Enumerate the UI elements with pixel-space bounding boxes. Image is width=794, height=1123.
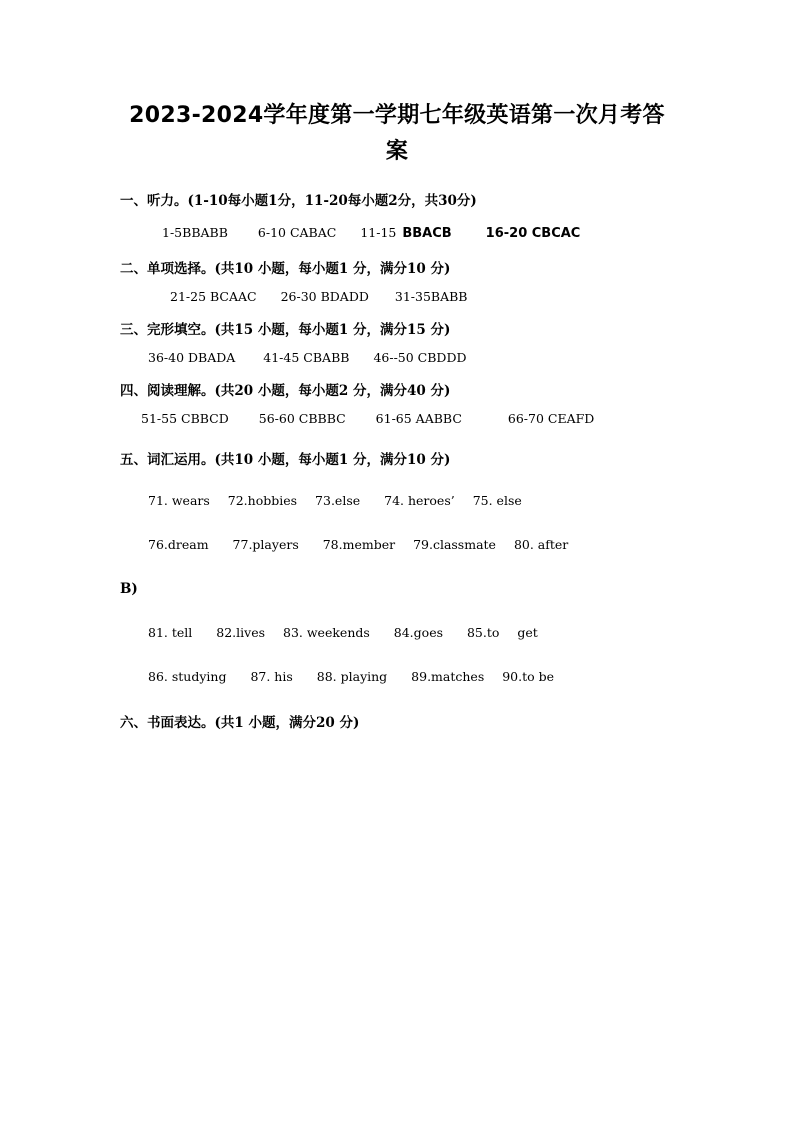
answer-group-11-15-label: 11-15 [360, 225, 397, 240]
answer-89: 89.matches [411, 669, 485, 684]
answer-group-51-55: 51-55 CBBCD [141, 411, 229, 426]
answer-group-16-20: 16-20 CBCAC [485, 226, 581, 241]
answer-77: 77.players [232, 537, 299, 552]
section-4-answers [141, 411, 594, 426]
answer-85: 85.to [466, 625, 500, 640]
section-4-heading: 四、阅读理解。(共20 小题，每小题2 分，满分40 分) [120, 383, 451, 399]
section-2-answers [170, 289, 468, 304]
answer-group-61-65: 61-65 AABBC [375, 411, 462, 426]
answer-group-6-10: 6-10 CABAC [257, 225, 337, 240]
answer-group-56-60: 56-60 CBBBC [258, 411, 346, 426]
section-3-answers [148, 350, 467, 365]
answer-74: 74. heroes’ [384, 493, 455, 508]
answer-79: 79.classmate [413, 537, 496, 552]
answer-88: 88. playing [316, 669, 388, 684]
page-title-line-2: 案 [385, 139, 409, 164]
section-5-row-2 [148, 537, 568, 552]
answer-82: 82.lives [216, 625, 266, 640]
answer-90: 90.to be [502, 669, 555, 684]
answer-group-1-5: 1-5BBABB [162, 225, 228, 240]
answer-75: 75. else [472, 493, 522, 508]
answer-group-66-70: 66-70 CEAFD [507, 411, 595, 426]
section-3-heading: 三、完形填空。(共15 小题，每小题1 分，满分15 分) [120, 322, 451, 338]
answer-86: 86. studying [148, 669, 227, 684]
answer-group-11-15-value: BBACB [402, 226, 452, 241]
answer-76: 76.dream [148, 537, 209, 552]
section-2-heading: 二、单项选择。(共10 小题，每小题1 分，满分10 分) [120, 261, 451, 277]
answer-84: 84.goes [393, 625, 443, 640]
section-1-heading: 一、听力。(1-10每小题1分，11-20每小题2分，共30分) [120, 193, 477, 209]
section-5-row-1 [148, 493, 522, 508]
part-b-label: B) [120, 581, 138, 597]
section-6-heading: 六、书面表达。(共1 小题，满分20 分) [120, 715, 360, 731]
answer-group-36-40: 36-40 DBADA [148, 350, 236, 365]
answer-group-26-30: 26-30 BDADD [280, 289, 369, 304]
answer-81: 81. tell [148, 625, 193, 640]
section-1-answers [162, 225, 580, 241]
answer-71: 71. wears [148, 493, 210, 508]
section-5-row-3 [148, 625, 538, 640]
answer-group-21-25: 21-25 BCAAC [170, 289, 257, 304]
page-title-line-1: 2023-2024学年度第一学期七年级英语第一次月考答 [129, 103, 665, 128]
answer-78: 78.member [322, 537, 396, 552]
answer-group-41-45: 41-45 CBABB [263, 350, 350, 365]
answer-83: 83. weekends [283, 625, 370, 640]
answer-group-46-50: 46--50 CBDDD [373, 350, 467, 365]
answer-85-suffix: get [517, 625, 538, 640]
answer-80: 80. after [513, 537, 569, 552]
answer-73: 73.else [315, 493, 361, 508]
section-5-heading: 五、词汇运用。(共10 小题，每小题1 分，满分10 分) [120, 452, 451, 468]
answer-72: 72.hobbies [227, 493, 298, 508]
answer-87: 87. his [250, 669, 293, 684]
section-5-row-4 [148, 669, 554, 684]
answer-group-31-35: 31-35BABB [394, 289, 468, 304]
